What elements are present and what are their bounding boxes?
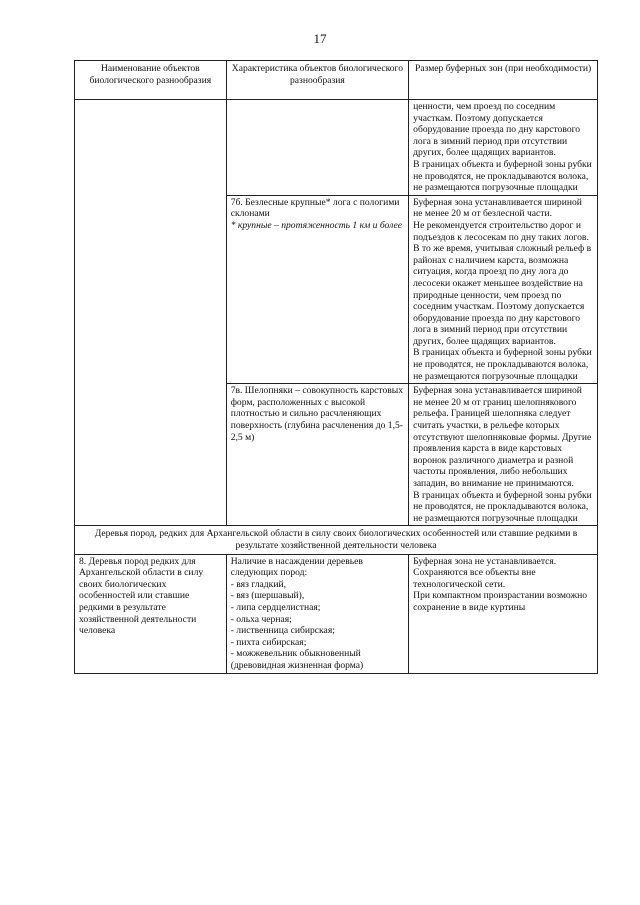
section-title: Деревья пород, редких для Архангельской области в силу своих биологических особенностей или ставшие редкими в результате хозяйственной деятельности человека — [75, 526, 598, 554]
buffer-8 — [409, 554, 598, 673]
table-row — [75, 100, 598, 196]
list-item: - вяз гладкий, — [231, 579, 404, 591]
buffer-text: Сохраняются все объекты вне технологической сети. — [413, 567, 536, 590]
characteristic-7b — [226, 195, 408, 384]
buffer-text: В границах объекта и буферной зоны рубки не проводятся, не прокладываются волока, не размещаются погрузочные площадки — [413, 347, 592, 382]
header-characteristics: Характеристика объектов биологического разнообразия — [226, 61, 408, 100]
list-item: - пихта сибирская; — [231, 637, 404, 649]
merged-empty-cell — [75, 100, 227, 526]
section-row — [75, 526, 598, 554]
list-item: - лиственница сибирская; — [231, 625, 404, 637]
buffer-text: В границах объекта и буферной зоны рубки не проводятся, не прокладываются волока, не размещаются погрузочные площадки — [413, 489, 592, 524]
species-list — [231, 579, 404, 672]
biodiversity-table — [74, 60, 598, 674]
buffer-text: Буферная зона не устанавливается. — [413, 555, 557, 567]
empty-cell — [226, 100, 408, 196]
table-header-row — [75, 61, 598, 100]
species-intro: Наличие в насаждении деревьев следующих пород: — [230, 555, 363, 579]
buffer-text: Не рекомендуется строительство дорог и подъездов к лесосекам по дну таких логов. В то же время, учитывая сложный рельеф в районах с наличием карста, возможна ситуация, когда проезд по дну лога до лесосеки окажет меньшее воздействие на природные ценности, чем проезд по соседним участкам. Поэтому допускается оборудование проезда по дну карстового лога в зимний период при отсутствии других, более щадящих вариантов. — [413, 219, 592, 347]
header-buffer-zone: Размер буферных зон (при необходимости) — [409, 61, 598, 100]
list-item: - можжевельник обыкновенный (древовидная жизненная форма) — [231, 648, 404, 671]
buffer-text: Буферная зона устанавливается шириной не менее 20 м от безлесной части. — [413, 196, 582, 220]
characteristic-7v: 7в. Шелопняки – совокупность карстовых форм, расположенных с высокой плотностью и сильно расчленяющих поверхность (глубина расчленения до 1,5-2,5 м) — [226, 384, 408, 526]
list-item: - ольха черная; — [231, 614, 404, 626]
header-objects: Наименование объектов биологического разнообразия — [75, 61, 227, 100]
footnote-text: * крупные – протяженность 1 км и более — [230, 219, 403, 231]
buffer-text: При компактном произрастании возможно сохранение в виде куртины — [413, 590, 588, 613]
list-item: - вяз (шершавый), — [231, 590, 404, 602]
page-number: 17 — [313, 31, 327, 46]
characteristic-8 — [226, 554, 408, 673]
characteristic-text: 7б. Безлесные крупные* лога с пологими склонами — [230, 196, 400, 220]
buffer-text: Буферная зона устанавливается шириной не менее 20 м от границ шелопнякового рельефа. Границей шелопняка следует считать участки, в рельефе которых отсутствуют шелопняковые формы. Другие проявления карста в виде карстовых воронок различного диаметра и разной частоты проявления, либо небольших западин, во внимание не принимаются. — [413, 385, 592, 489]
table-row — [75, 554, 598, 673]
continuation-cell: ценности, чем проезд по соседним участкам. Поэтому допускается оборудование проезда по дну карстового лога в зимний период при отсутствии других, более щадящих вариантов. В границах объекта и буферной зоны рубки не проводятся, не прокладываются волока, не размещаются погрузочные площадки — [409, 100, 598, 196]
list-item: - липа сердцелистная; — [231, 602, 404, 614]
buffer-7v — [409, 384, 598, 526]
buffer-7b — [409, 195, 598, 384]
object-8: 8. Деревья пород редких для Архангельской области в силу своих биологических особенностей или ставшие редкими в результате хозяйственной деятельности человека — [75, 554, 227, 673]
